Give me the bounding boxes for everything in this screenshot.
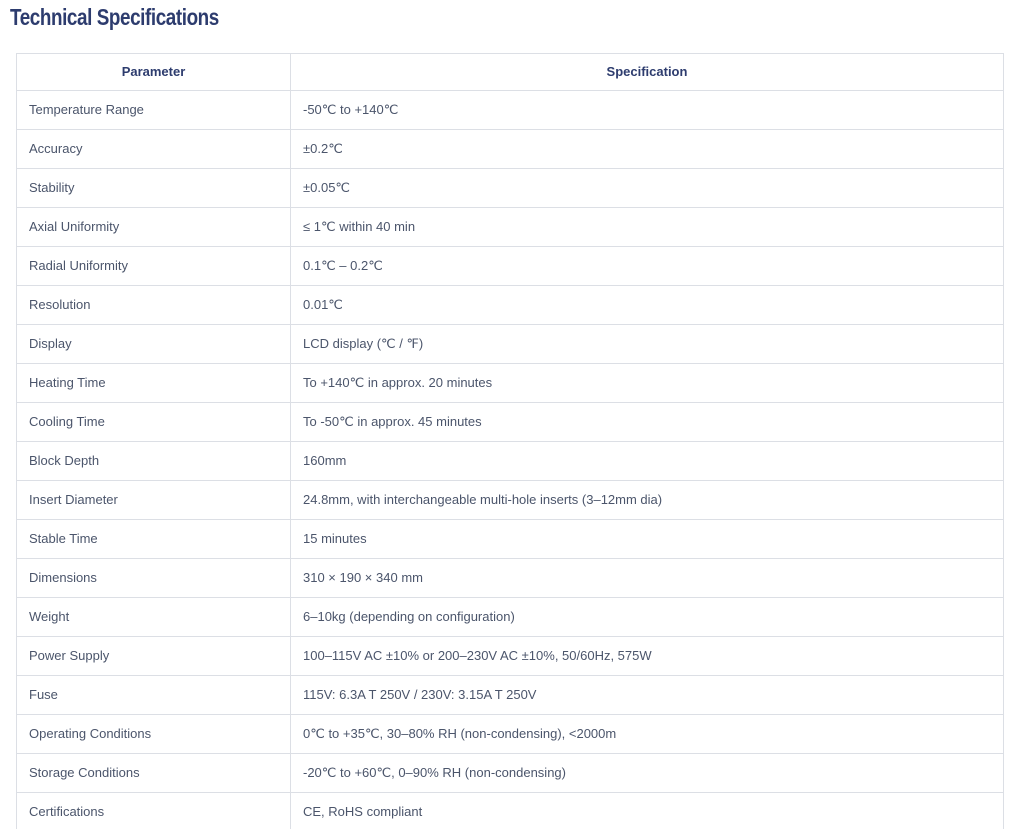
parameter-cell: Operating Conditions bbox=[17, 715, 291, 754]
parameter-cell: Axial Uniformity bbox=[17, 208, 291, 247]
table-row bbox=[17, 91, 1004, 130]
parameter-cell: Accuracy bbox=[17, 130, 291, 169]
parameter-cell: Block Depth bbox=[17, 442, 291, 481]
parameter-cell: Radial Uniformity bbox=[17, 247, 291, 286]
parameter-cell: Stability bbox=[17, 169, 291, 208]
specifications-table bbox=[16, 53, 1004, 829]
table-body bbox=[17, 91, 1004, 829]
specification-cell: LCD display (℃ / ℉) bbox=[291, 325, 1004, 364]
table-row bbox=[17, 403, 1004, 442]
parameter-cell: Fuse bbox=[17, 676, 291, 715]
specification-cell: -50℃ to +140℃ bbox=[291, 91, 1004, 130]
specification-cell: ±0.05℃ bbox=[291, 169, 1004, 208]
table-row bbox=[17, 169, 1004, 208]
table-row bbox=[17, 715, 1004, 754]
table-row bbox=[17, 130, 1004, 169]
parameter-cell: Cooling Time bbox=[17, 403, 291, 442]
table-row bbox=[17, 598, 1004, 637]
table-row bbox=[17, 676, 1004, 715]
parameter-cell: Display bbox=[17, 325, 291, 364]
table-row bbox=[17, 208, 1004, 247]
specification-cell: ±0.2℃ bbox=[291, 130, 1004, 169]
parameter-cell: Insert Diameter bbox=[17, 481, 291, 520]
specification-cell: -20℃ to +60℃, 0–90% RH (non-condensing) bbox=[291, 754, 1004, 793]
specification-cell: 0.1℃ – 0.2℃ bbox=[291, 247, 1004, 286]
parameter-cell: Storage Conditions bbox=[17, 754, 291, 793]
table-header bbox=[17, 54, 1004, 91]
table-row bbox=[17, 637, 1004, 676]
parameter-cell: Power Supply bbox=[17, 637, 291, 676]
specification-cell: 100–115V AC ±10% or 200–230V AC ±10%, 50/60Hz, 575W bbox=[291, 637, 1004, 676]
specification-cell: 310 × 190 × 340 mm bbox=[291, 559, 1004, 598]
parameter-cell: Heating Time bbox=[17, 364, 291, 403]
specification-cell: CE, RoHS compliant bbox=[291, 793, 1004, 829]
specification-cell: 24.8mm, with interchangeable multi-hole inserts (3–12mm dia) bbox=[291, 481, 1004, 520]
table-row bbox=[17, 793, 1004, 829]
parameter-cell: Certifications bbox=[17, 793, 291, 829]
page-title: Technical Specifications bbox=[10, 4, 219, 30]
specification-cell: 6–10kg (depending on configuration) bbox=[291, 598, 1004, 637]
parameter-cell: Dimensions bbox=[17, 559, 291, 598]
header-row bbox=[17, 54, 1004, 91]
specification-cell: 160mm bbox=[291, 442, 1004, 481]
table-row bbox=[17, 559, 1004, 598]
table-row bbox=[17, 247, 1004, 286]
specification-cell: 0.01℃ bbox=[291, 286, 1004, 325]
specification-cell: ≤ 1℃ within 40 min bbox=[291, 208, 1004, 247]
specification-cell: To +140℃ in approx. 20 minutes bbox=[291, 364, 1004, 403]
specification-cell: 15 minutes bbox=[291, 520, 1004, 559]
table-row bbox=[17, 520, 1004, 559]
parameter-cell: Weight bbox=[17, 598, 291, 637]
table-row bbox=[17, 364, 1004, 403]
table-row bbox=[17, 325, 1004, 364]
column-header-specification: Specification bbox=[291, 54, 1004, 91]
table-row bbox=[17, 286, 1004, 325]
table-row bbox=[17, 754, 1004, 793]
specification-cell: 115V: 6.3A T 250V / 230V: 3.15A T 250V bbox=[291, 676, 1004, 715]
specification-cell: To -50℃ in approx. 45 minutes bbox=[291, 403, 1004, 442]
parameter-cell: Temperature Range bbox=[17, 91, 291, 130]
specification-cell: 0℃ to +35℃, 30–80% RH (non-condensing), <2000m bbox=[291, 715, 1004, 754]
parameter-cell: Resolution bbox=[17, 286, 291, 325]
column-header-parameter: Parameter bbox=[17, 54, 291, 91]
table-row bbox=[17, 442, 1004, 481]
parameter-cell: Stable Time bbox=[17, 520, 291, 559]
table-row bbox=[17, 481, 1004, 520]
